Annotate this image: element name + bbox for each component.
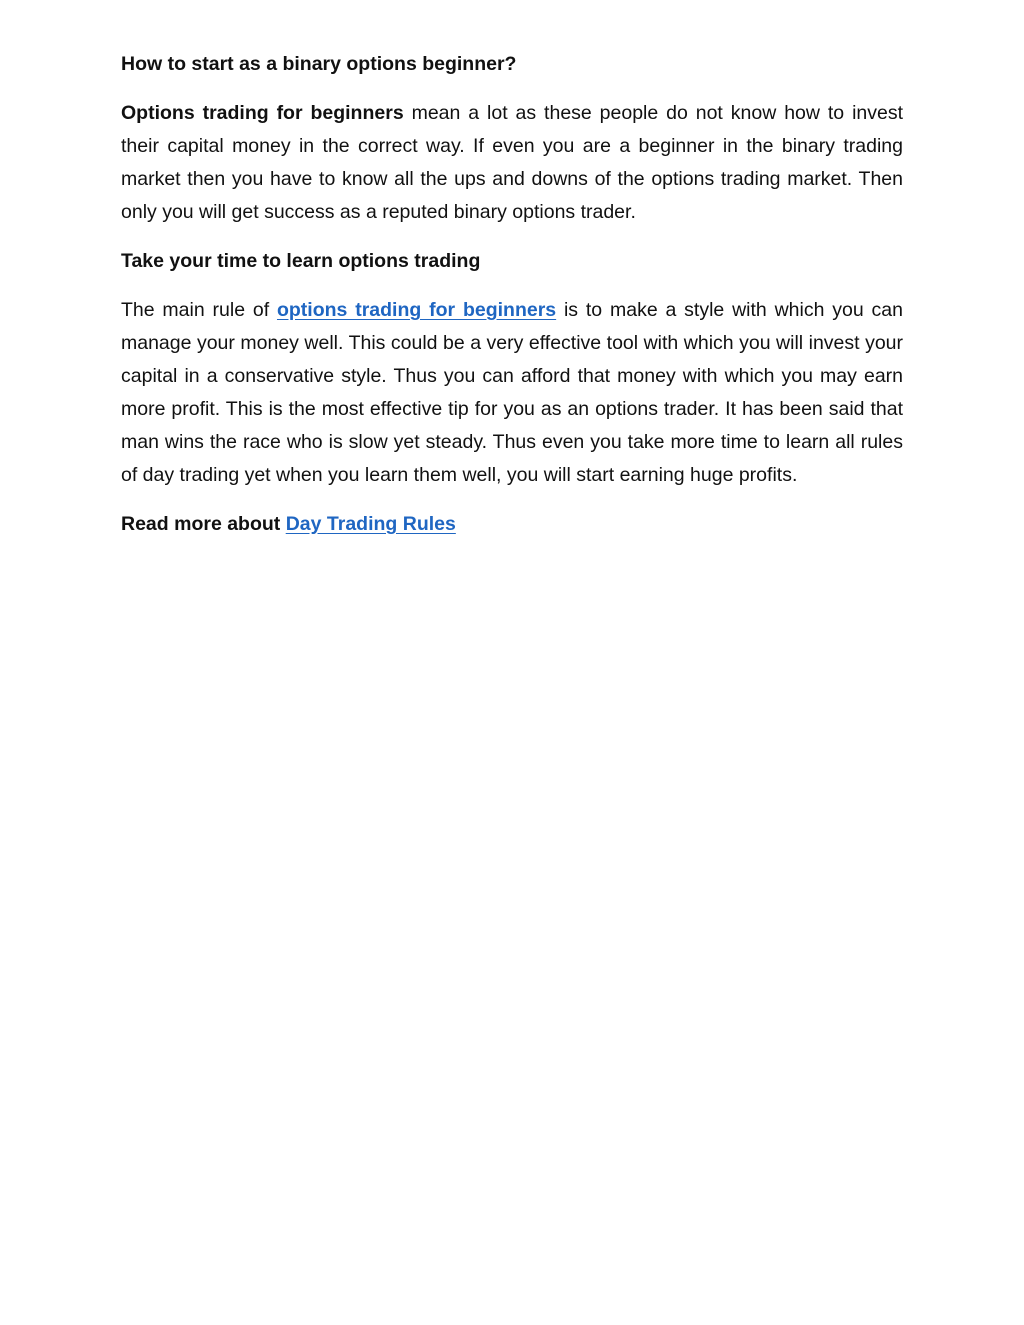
section-heading-take-your-time: Take your time to learn options trading (121, 250, 481, 272)
day-trading-rules-link[interactable]: Day Trading Rules (285, 513, 456, 535)
paragraph-body-text: is to make a style with which you can manage your money well. This could be a very effective tool with which you will invest your capital in a conservative style. Thus you can afford that money with which you may earn more profit. This is the most effective tip for you as an options trader. It has been said that man wins the race who is slow yet steady. Thus even you take more time to learn all rules of day trading yet when you learn them well, you will start earning huge profits. (121, 299, 903, 486)
document-page (121, 48, 903, 557)
paragraph-body-text: mean a lot as these people do not know how to invest their capital money in the correct way. If even you are a beginner in the binary trading market then you have to know all the ups and downs of the options trading market. Then only you will get success as a reputed binary options trader. (121, 102, 904, 223)
lead-bold-text: Options trading for beginners (121, 102, 404, 124)
paragraph-options-beginners (121, 97, 903, 229)
paragraph-main-rule (121, 294, 903, 492)
read-more-label: Read more about (121, 513, 286, 535)
section-heading-binary-options-beginner: How to start as a binary options beginner? (121, 53, 517, 75)
paragraph-intro-text: The main rule of (121, 299, 277, 321)
options-trading-beginners-link[interactable]: options trading for beginners (276, 299, 557, 321)
read-more-line (121, 508, 903, 541)
